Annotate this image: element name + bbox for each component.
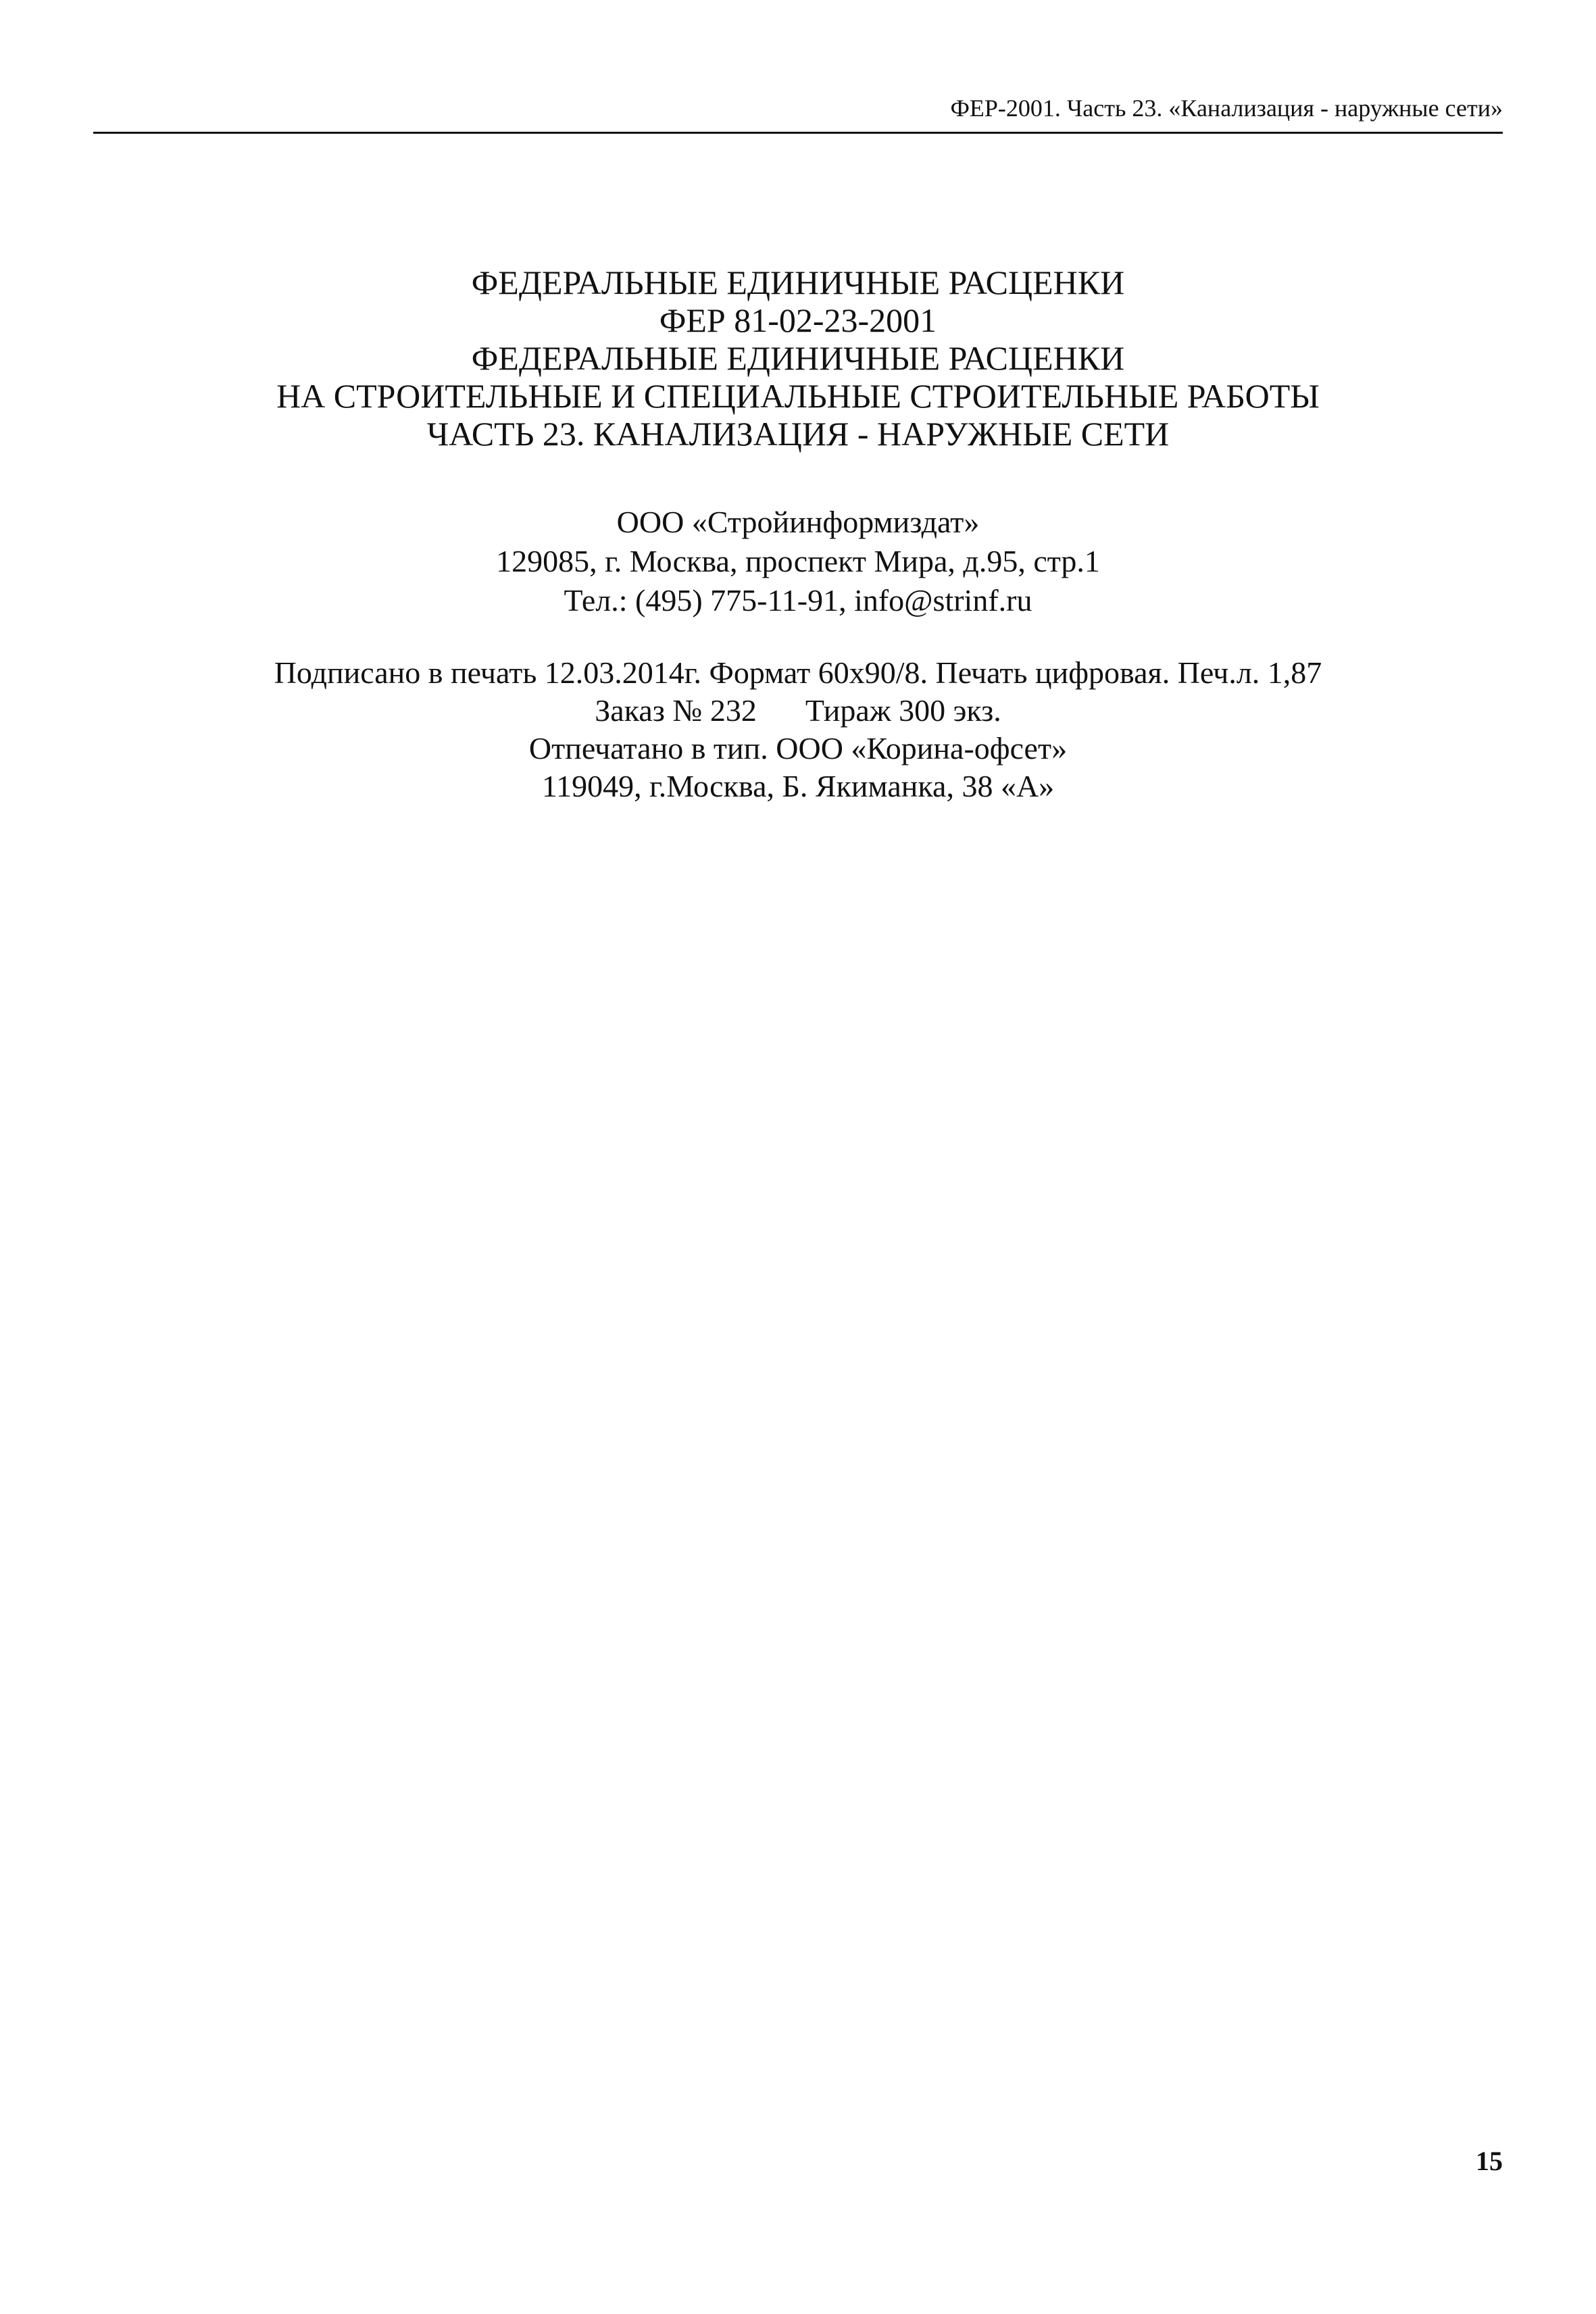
publisher-contact: Тел.: (495) 775-11-91, info@strinf.ru bbox=[564, 583, 1032, 618]
document-title-block bbox=[0, 263, 1596, 453]
running-header: ФЕР-2001. Часть 23. «Канализация - наружные сети» bbox=[950, 95, 1503, 122]
print-run: Тираж 300 экз. bbox=[805, 693, 1001, 728]
publisher-address: 129085, г. Москва, проспект Мира, д.95, стр.1 bbox=[496, 544, 1100, 578]
order-number: Заказ № 232 bbox=[595, 693, 757, 728]
imprint-order-line bbox=[0, 692, 1596, 730]
imprint-printer: Отпечатано в тип. ООО «Корина-офсет» bbox=[528, 731, 1068, 765]
header-divider bbox=[93, 132, 1503, 134]
publisher-block bbox=[0, 503, 1596, 620]
title-line: НА СТРОИТЕЛЬНЫЕ И СПЕЦИАЛЬНЫЕ СТРОИТЕЛЬНЫЕ РАБОТЫ bbox=[276, 377, 1320, 415]
imprint-signed-line: Подписано в печать 12.03.2014г. Формат 60х90/8. Печать цифровая. Печ.л. 1,87 bbox=[274, 655, 1322, 690]
title-line: ФЕДЕРАЛЬНЫЕ ЕДИНИЧНЫЕ РАСЦЕНКИ bbox=[471, 263, 1125, 301]
title-line: ЧАСТЬ 23. КАНАЛИЗАЦИЯ - НАРУЖНЫЕ СЕТИ bbox=[426, 415, 1170, 453]
imprint-block bbox=[0, 654, 1596, 805]
publisher-name: ООО «Стройинформиздат» bbox=[616, 505, 980, 539]
imprint-printer-address: 119049, г.Москва, Б. Якиманка, 38 «А» bbox=[541, 769, 1055, 803]
title-line: ФЕР 81-02-23-2001 bbox=[659, 301, 937, 339]
title-line: ФЕДЕРАЛЬНЫЕ ЕДИНИЧНЫЕ РАСЦЕНКИ bbox=[471, 339, 1125, 377]
page-number: 15 bbox=[1476, 2146, 1503, 2176]
